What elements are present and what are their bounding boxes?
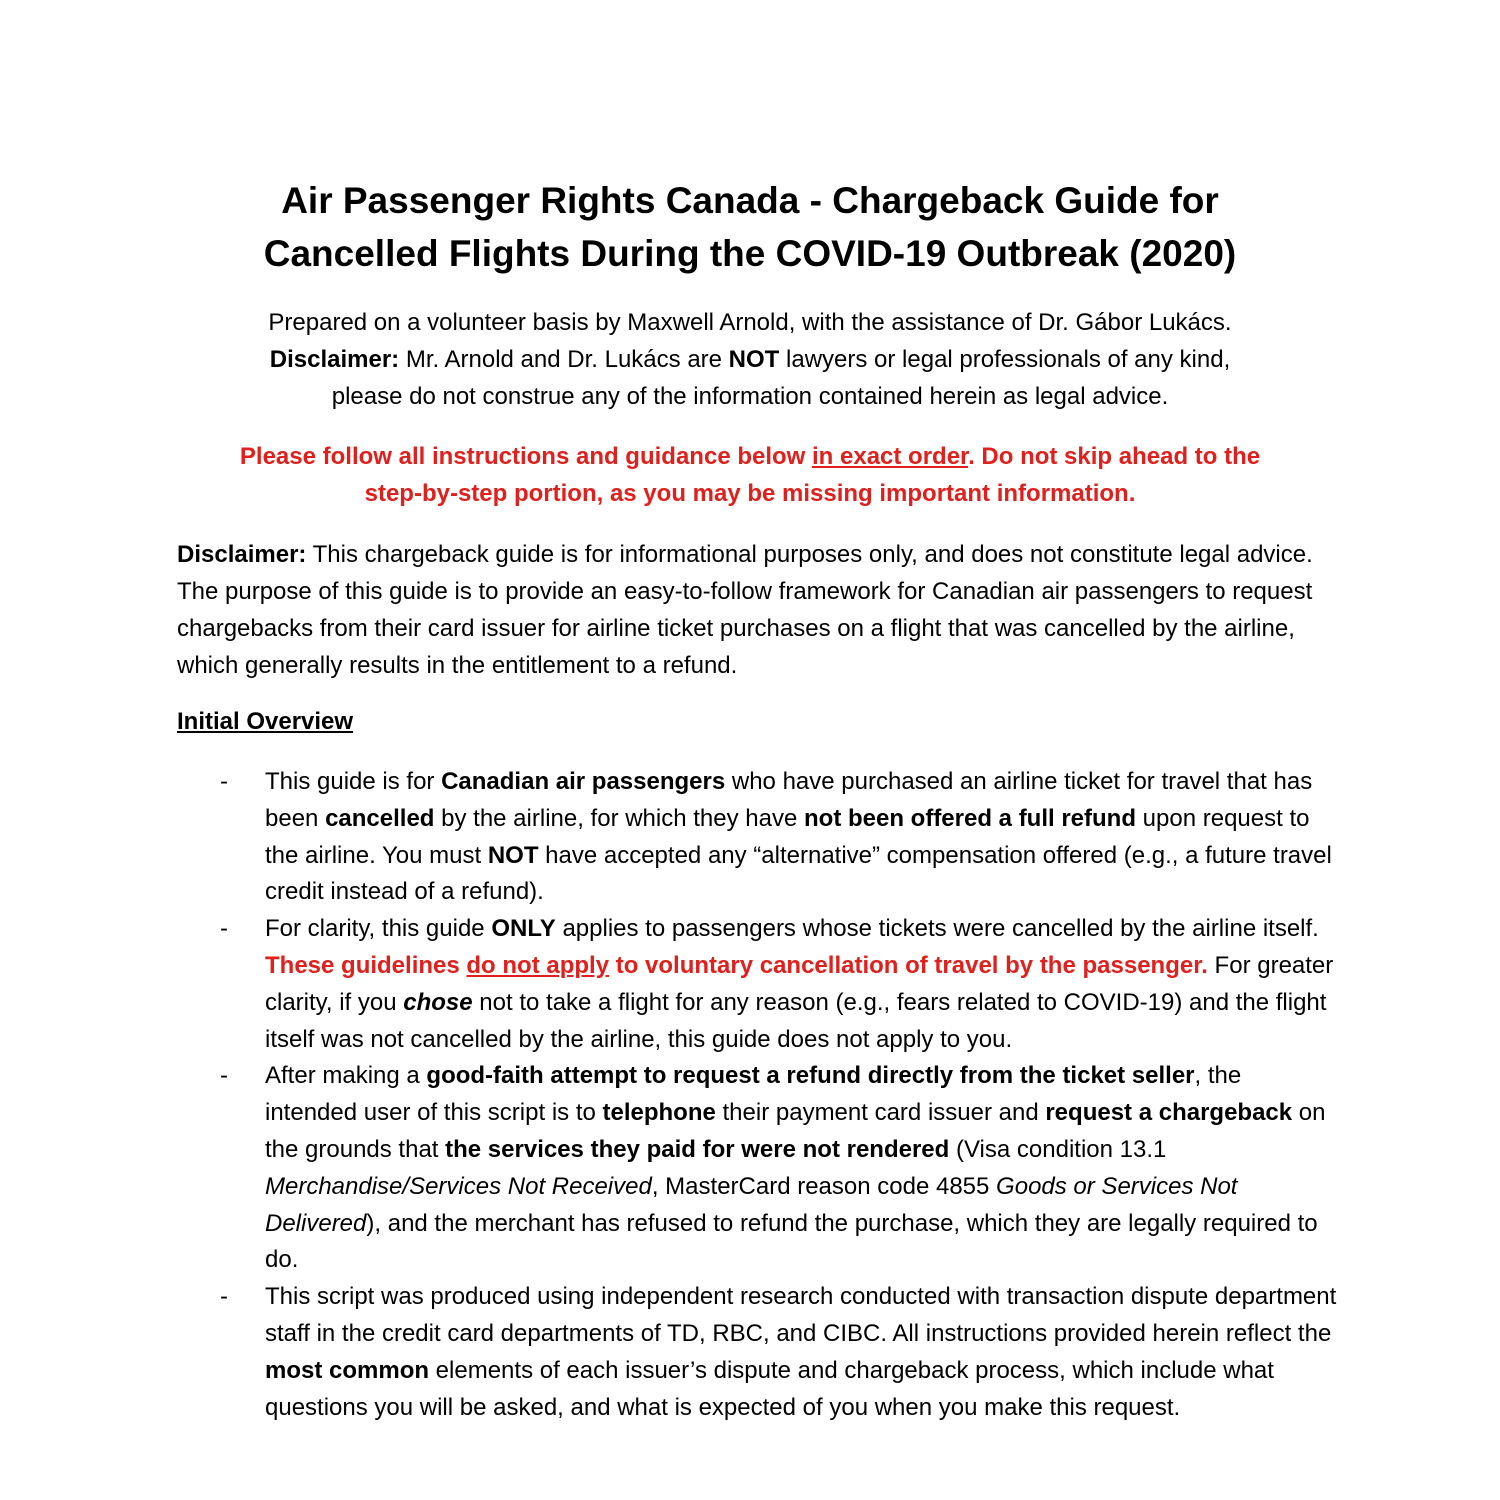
list-dash: - — [220, 1062, 228, 1090]
list-item — [177, 1058, 1337, 1279]
title-line-1: Air Passenger Rights Canada - Chargeback Guide for — [281, 180, 1219, 221]
item-text: who have purchased an airline ticket for travel that has been — [265, 768, 1313, 832]
item-text: elements of each issuer’s dispute and chargeback process, which include what questions you will be asked, and what is expected of you when you make this request. — [265, 1356, 1274, 1421]
prepared-by-text: Prepared on a volunteer basis by Maxwell Arnold, with the assistance of Dr. Gábor Lukács. — [268, 309, 1232, 336]
warning-underlined: in exact order — [812, 443, 969, 470]
item-text: (Visa condition 13.1 — [949, 1135, 1167, 1163]
item-italic: Merchandise/Services Not Received — [265, 1172, 652, 1200]
disclaimer-text-b: lawyers or legal professionals of any kind, — [779, 346, 1231, 373]
item-bold: ONLY — [491, 915, 556, 943]
item-bold: cancelled — [325, 804, 435, 832]
section-heading-initial-overview: Initial Overview — [177, 708, 354, 735]
overview-list — [177, 764, 1337, 1426]
item-bold: telephone — [602, 1099, 716, 1127]
item-bold-italic: chose — [403, 988, 473, 1016]
page-title — [150, 174, 1350, 280]
item-text: This script was produced using independent research conducted with transaction dispute department staff in the credit card departments of TD, RBC, and CIBC. All instructions provided herein reflect the — [265, 1283, 1337, 1347]
item-bold: not been offered a full refund — [804, 804, 1137, 832]
disclaimer-text-c: please do not construe any of the information contained herein as legal advice. — [331, 383, 1169, 410]
intro-disclaimer-label: Disclaimer: — [177, 541, 307, 568]
intro-disclaimer-text: This chargeback guide is for informational purposes only, and does not constitute legal advice. The purpose of this guide is to provide an easy-to-follow framework for Canadian air passengers to request chargebacks from their card issuer for airline ticket purchases on a flight that was cancelled by the airline, which generally results in the entitlement to a refund. — [177, 541, 1313, 679]
item-text: , the intended user of this script is to — [265, 1062, 1242, 1127]
item-text: For clarity, this guide — [265, 915, 492, 943]
item-red-warning: to voluntary cancellation of travel by the passenger. — [609, 951, 1208, 979]
list-dash: - — [220, 768, 228, 795]
intro-disclaimer — [177, 536, 1337, 684]
item-bold: good-faith attempt to request a refund directly from the ticket seller — [426, 1062, 1195, 1090]
warning-text-2: . Do not skip ahead to the — [968, 443, 1261, 470]
item-text: by the airline, for which they have — [434, 804, 804, 832]
warning-text-1: Please follow all instructions and guidance below — [239, 443, 812, 470]
item-bold: the services they paid for were not rendered — [445, 1135, 950, 1163]
item-bold: request a chargeback — [1045, 1099, 1293, 1127]
item-red-underlined: do not apply — [466, 951, 610, 979]
item-text: on the grounds that — [265, 1099, 1326, 1163]
list-dash: - — [220, 915, 228, 943]
order-warning — [140, 438, 1360, 512]
item-text: applies to passengers whose tickets were cancelled by the airline itself. — [555, 915, 1319, 943]
list-item — [177, 1279, 1337, 1426]
item-italic: Goods or Services Not Delivered — [265, 1172, 1238, 1237]
item-text: ), and the merchant has refused to refund the purchase, which they are legally required to do. — [265, 1209, 1318, 1274]
disclaimer-label: Disclaimer: — [269, 346, 400, 373]
title-line-2: Cancelled Flights During the COVID-19 Outbreak (2020) — [263, 233, 1237, 274]
item-text: have accepted any “alternative” compensation offered (e.g., a future travel credit instead of a refund). — [265, 841, 1332, 906]
item-text: , MasterCard reason code 4855 — [651, 1172, 997, 1200]
item-text: This guide is for — [265, 768, 442, 795]
list-item — [177, 764, 1337, 911]
list-dash: - — [220, 1283, 228, 1311]
list-item — [177, 911, 1337, 1058]
item-text: After making a — [265, 1062, 427, 1090]
item-text: upon request to the airline. You must — [265, 804, 1310, 869]
item-text: not to take a flight for any reason (e.g., fears related to COVID-19) and the flight itself was not cancelled by the airline, this guide does not apply to you. — [265, 988, 1327, 1053]
item-text: For greater clarity, if you — [265, 951, 1334, 1016]
item-bold: most common — [265, 1356, 430, 1384]
item-bold: Canadian air passengers — [441, 768, 726, 795]
disclaimer-text-a: Mr. Arnold and Dr. Lukács are — [399, 346, 729, 373]
warning-text-3: step-by-step portion, as you may be missing important information. — [364, 480, 1136, 507]
item-red-warning: These guidelines — [265, 951, 467, 979]
preparer-disclaimer — [140, 304, 1360, 415]
item-text: their payment card issuer and — [715, 1099, 1046, 1127]
disclaimer-not: NOT — [728, 346, 780, 373]
item-bold: NOT — [487, 841, 539, 869]
